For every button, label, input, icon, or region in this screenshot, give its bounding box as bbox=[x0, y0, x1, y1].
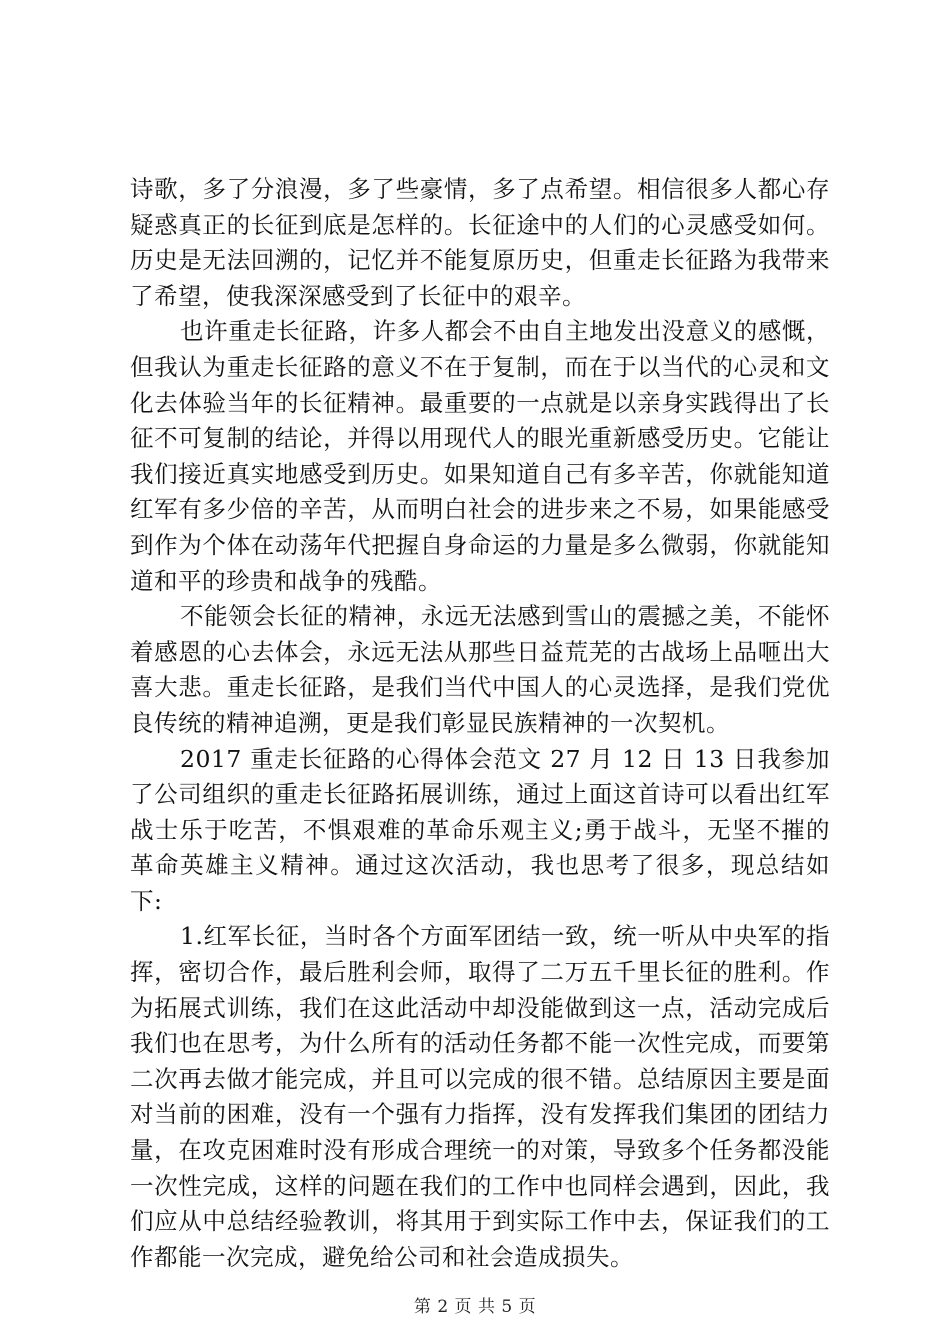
paragraph-3: 不能领会长征的精神，永远无法感到雪山的震撼之美，不能怀着感恩的心去体会，永远无法从那些日益荒芜的古战场上品咂出大喜大悲。重走长征路，是我们当代中国人的心灵选择，是我们党优良传统的精神追溯，更是我们彰显民族精神的一次契机。 bbox=[130, 602, 830, 737]
document-body bbox=[130, 172, 830, 1275]
paragraph-1: 诗歌，多了分浪漫，多了些豪情，多了点希望。相信很多人都心存疑惑真正的长征到底是怎样的。长征途中的人们的心灵感受如何。历史是无法回溯的，记忆并不能复原历史，但重走长征路为我带来了希望，使我深深感受到了长征中的艰辛。 bbox=[130, 175, 830, 310]
page-footer: 第 2 页 共 5 页 bbox=[413, 1297, 537, 1317]
paragraph-4: 2017 重走长征路的心得体会范文 27 月 12 日 13 日我参加了公司组织的重走长征路拓展训练，通过上面这首诗可以看出红军战士乐于吃苦，不惧艰难的革命乐观主义;勇于战斗，无坚不摧的革命英雄主义精神。通过这次活动，我也思考了很多，现总结如下: bbox=[130, 744, 830, 915]
paragraph-2: 也许重走长征路，许多人都会不由自主地发出没意义的感慨，但我认为重走长征路的意义不在于复制，而在于以当代的心灵和文化去体验当年的长征精神。最重要的一点就是以亲身实践得出了长征不可复制的结论，并得以用现代人的眼光重新感受历史。它能让我们接近真实地感受到历史。如果知道自己有多辛苦，你就能知道红军有多少倍的辛苦，从而明白社会的进步来之不易，如果能感受到作为个体在动荡年代把握自身命运的力量是多么微弱，你就能知道和平的珍贵和战争的残酷。 bbox=[130, 317, 830, 595]
paragraph-5: 1.红军长征，当时各个方面军团结一致，统一听从中央军的指挥，密切合作，最后胜利会师，取得了二万五千里长征的胜利。作为拓展式训练，我们在这此活动中却没能做到这一点，活动完成后我们也在思考，为什么所有的活动任务都不能一次性完成，而要第二次再去做才能完成，并且可以完成的很不错。总结原因主要是面对当前的困难，没有一个强有力指挥，没有发挥我们集团的团结力量，在攻克困难时没有形成合理统一的对策，导致多个任务都没能一次性完成，这样的问题在我们的工作中也同样会遇到，因此，我们应从中总结经验教训，将其用于到实际工作中去，保证我们的工作都能一次完成，避免给公司和社会造成损失。 bbox=[130, 922, 830, 1271]
